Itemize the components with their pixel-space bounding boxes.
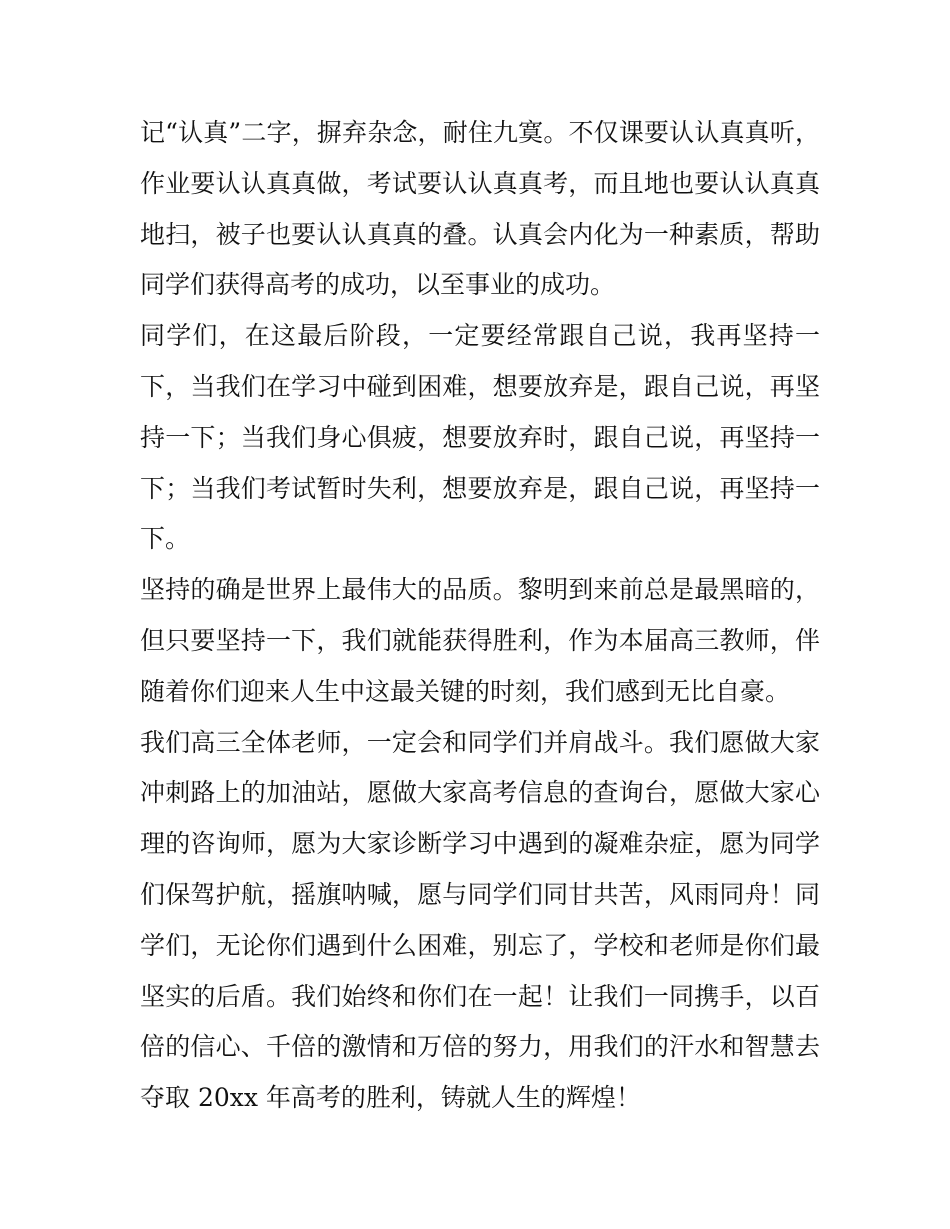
- text-line: 同学们，在这最后阶段，一定要经常跟自己说，我再坚持一: [140, 321, 820, 351]
- text-line: 随着你们迎来人生中这最关键的时刻，我们感到无比自豪。: [140, 676, 791, 706]
- text-line: 夺取 20xx 年高考的胜利，铸就人生的辉煌！: [140, 1083, 641, 1113]
- text-line: 坚实的后盾。我们始终和你们在一起！让我们一同携手，以百: [140, 981, 820, 1011]
- text-line: 同学们获得高考的成功，以至事业的成功。: [140, 270, 616, 300]
- text-line: 倍的信心、千倍的激情和万倍的努力，用我们的汗水和智慧去: [140, 1032, 820, 1062]
- text-line: 学们，无论你们遇到什么困难，别忘了，学校和老师是你们最: [140, 930, 820, 960]
- text-line: 下；当我们考试暂时失利，想要放弃是，跟自己说，再坚持一: [140, 473, 820, 503]
- text-line: 下，当我们在学习中碰到困难，想要放弃是，跟自己说，再坚: [140, 371, 820, 401]
- text-line: 们保驾护航，摇旗呐喊，愿与同学们同甘共苦，风雨同舟！同: [140, 879, 820, 909]
- text-line: 作业要认认真真做，考试要认认真真考，而且地也要认认真真: [140, 168, 820, 198]
- text-line: 持一下；当我们身心俱疲，想要放弃时，跟自己说，再坚持一: [140, 422, 820, 452]
- body-text: [140, 108, 820, 1124]
- text-line: 下。: [140, 524, 191, 554]
- text-line: 地扫，被子也要认认真真的叠。认真会内化为一种素质，帮助: [140, 219, 820, 249]
- text-line: 冲刺路上的加油站，愿做大家高考信息的查询台，愿做大家心: [140, 778, 820, 808]
- text-line: 坚持的确是世界上最伟大的品质。黎明到来前总是最黑暗的，: [140, 575, 820, 605]
- text-line: 记“认真”二字，摒弃杂念，耐住九寞。不仅课要认认真真听，: [140, 118, 820, 147]
- text-line: 我们高三全体老师，一定会和同学们并肩战斗。我们愿做大家: [140, 727, 820, 757]
- text-line: 但只要坚持一下，我们就能获得胜利，作为本届高三教师，伴: [140, 625, 820, 655]
- text-line: 理的咨询师，愿为大家诊断学习中遇到的凝难杂症，愿为同学: [140, 829, 820, 859]
